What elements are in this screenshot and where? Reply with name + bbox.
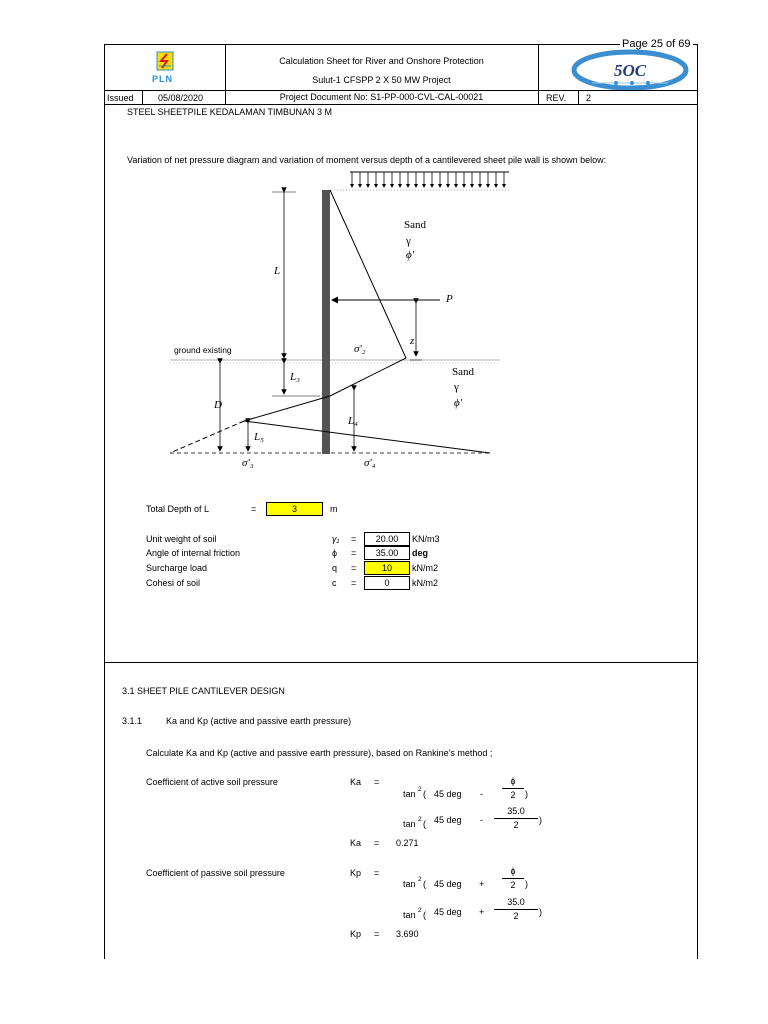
- section-31-heading: 3.1 SHEET PILE CANTILEVER DESIGN: [122, 686, 285, 696]
- doc-title-line2: Sulut-1 CFSPP 2 X 50 MW Project: [312, 75, 451, 85]
- soil-row-unit: kN/m2: [412, 563, 439, 573]
- ka-label: Coefficient of active soil pressure: [146, 777, 278, 787]
- soil-row-symbol: c: [332, 578, 337, 588]
- section-311-number: 3.1.1: [122, 716, 143, 726]
- soil-row-label: Angle of internal friction: [146, 548, 241, 558]
- soil-row-symbol: γ₁: [332, 534, 340, 544]
- kp-deg: 45 deg: [434, 879, 462, 889]
- ka-eq: =: [374, 777, 380, 787]
- sheet-pile-wall: [322, 190, 330, 454]
- ka-minus-2: -: [480, 815, 483, 825]
- kp-tan-exp: 2: [418, 876, 422, 883]
- issued-divider: [142, 90, 143, 104]
- kp-frac-bar: [502, 878, 524, 879]
- consortium-logo-text: 5OC: [614, 61, 647, 80]
- sand-bottom-label: Sand: [452, 366, 474, 378]
- ka-open-paren: (: [423, 789, 426, 799]
- ka-frac-den-2: 2: [513, 820, 519, 830]
- sand-top-label: Sand: [404, 219, 426, 231]
- label-L5: L₅: [254, 431, 264, 443]
- soil-row-label: Cohesi of soil: [146, 578, 201, 588]
- sigma3-label: σ'₃: [242, 457, 254, 469]
- ka-frac-num: ϕ: [510, 776, 516, 786]
- surcharge-load-arrows: [350, 172, 509, 188]
- ka-tan: tan: [403, 789, 416, 799]
- soil-row-eq: =: [351, 534, 357, 544]
- rev-label: REV.: [546, 93, 567, 103]
- ka-deg: 45 deg: [434, 789, 462, 799]
- kp-tan-2: tan: [403, 910, 416, 920]
- ka-frac-num-2: 35.0: [507, 806, 525, 816]
- header-bottom-border: [104, 104, 697, 105]
- total-depth-unit: m: [330, 504, 338, 514]
- label-L3: L₃: [290, 371, 300, 383]
- sigma4-label: σ'₄: [364, 457, 376, 469]
- kp-open-paren-2: (: [423, 910, 426, 920]
- pln-logo-text: PLN: [152, 74, 173, 84]
- rev-divider: [578, 90, 579, 104]
- total-depth-label: Total Depth of L: [146, 504, 210, 514]
- doc-title-line3: Project Document No: S1-PP-000-CVL-CAL-00021: [279, 92, 484, 102]
- surcharge-input[interactable]: 10: [364, 561, 410, 575]
- issued-label: Issued: [107, 93, 134, 103]
- kp-frac-num: ϕ: [510, 866, 516, 876]
- kp-fraction-numeric: [494, 897, 538, 922]
- kp-eq: =: [374, 868, 380, 878]
- ka-frac-bar-2: [494, 818, 538, 819]
- header-top-border: [104, 44, 697, 45]
- ka-tan-exp: 2: [418, 786, 422, 793]
- kp-symbol: Kp: [350, 868, 362, 878]
- total-depth-input[interactable]: 3: [266, 502, 323, 516]
- gamma-top-label: γ: [406, 235, 411, 247]
- page-right-border: [697, 44, 698, 959]
- kp-frac-den-2: 2: [513, 911, 519, 921]
- ka-frac-den: 2: [510, 790, 516, 800]
- kp-result-value: 3.690: [396, 929, 419, 939]
- kp-plus-2: +: [479, 907, 485, 917]
- unit-weight-input[interactable]: 20.00: [364, 532, 410, 546]
- page-number: Page 25 of 69: [622, 38, 691, 50]
- soil-row-eq: =: [351, 563, 357, 573]
- kp-frac-den: 2: [510, 880, 516, 890]
- doc-title-line1: Calculation Sheet for River and Onshore Protection: [279, 56, 484, 66]
- soil-row-eq: =: [351, 548, 357, 558]
- soil-row-label: Unit weight of soil: [146, 534, 217, 544]
- ka-frac-bar: [502, 788, 524, 789]
- ka-tan-2: tan: [403, 819, 416, 829]
- intro-text: Variation of net pressure diagram and variation of moment versus depth of a cantilevered sheet pile wall is shown below:: [127, 155, 607, 165]
- kp-close-paren: ): [525, 879, 528, 889]
- section-title: STEEL SHEETPILE KEDALAMAN TIMBUNAN 3 M: [127, 107, 333, 117]
- ka-fraction-numeric: [494, 806, 538, 831]
- kp-fraction-symbolic: [502, 866, 524, 891]
- ka-minus: -: [480, 789, 483, 799]
- label-L: L: [274, 265, 281, 277]
- header-mid-border: [104, 90, 697, 91]
- label-L4: L₄: [348, 415, 358, 427]
- soil-row-unit: deg: [412, 548, 429, 558]
- friction-angle-input[interactable]: 35.00: [364, 546, 410, 560]
- phi-bottom-label: ϕ': [454, 397, 463, 409]
- ka-close-paren: ): [525, 789, 528, 799]
- label-D: D: [214, 399, 222, 411]
- kp-frac-num-2: 35.0: [507, 897, 525, 907]
- kp-close-paren-2: ): [539, 907, 542, 917]
- pressure-diagram-svg: [160, 168, 520, 478]
- cohesion-input[interactable]: 0: [364, 576, 410, 590]
- kp-tan-exp-2: 2: [418, 907, 422, 914]
- ka-deg-2: 45 deg: [434, 815, 462, 825]
- ka-open-paren-2: (: [423, 819, 426, 829]
- soil-row-symbol: q: [332, 563, 338, 573]
- label-z: z: [410, 335, 415, 347]
- ka-result-symbol: Ka: [350, 838, 362, 848]
- gamma-bottom-label: γ: [454, 381, 459, 393]
- header-col2-border: [538, 44, 539, 104]
- page-left-border: [104, 44, 105, 959]
- soil-row-symbol: ϕ: [332, 548, 338, 558]
- ka-fraction-symbolic: [502, 776, 524, 801]
- total-depth-eq: =: [251, 504, 257, 514]
- section-divider: [104, 662, 697, 663]
- sigma2-label: σ'₂: [354, 343, 366, 355]
- kp-label: Coefficient of passive soil pressure: [146, 868, 285, 878]
- soil-row-unit: KN/m3: [412, 534, 440, 544]
- phi-top-label: ϕ': [406, 249, 415, 261]
- section-311-title: Ka and Kp (active and passive earth pressure): [166, 716, 352, 726]
- ka-result-eq: =: [374, 838, 380, 848]
- pln-logo: [145, 50, 185, 86]
- consortium-logo: [570, 46, 690, 90]
- kp-frac-bar-2: [494, 909, 538, 910]
- ka-close-paren-2: ): [539, 815, 542, 825]
- rev-value: 2: [586, 93, 592, 103]
- kp-deg-2: 45 deg: [434, 907, 462, 917]
- sheet-pile-diagram: [160, 168, 520, 478]
- kp-result-eq: =: [374, 929, 380, 939]
- kp-tan: tan: [403, 879, 416, 889]
- kp-plus: +: [479, 879, 485, 889]
- soil-row-unit: kN/m2: [412, 578, 439, 588]
- ka-result-value: 0.271: [396, 838, 419, 848]
- issued-date: 05/08/2020: [158, 93, 204, 103]
- label-P: P: [446, 293, 453, 305]
- rankine-calc-text: Calculate Ka and Kp (active and passive earth pressure), based on Rankine's method ;: [146, 748, 493, 758]
- soil-row-eq: =: [351, 578, 357, 588]
- ground-existing-label: ground existing: [174, 345, 232, 355]
- kp-result-symbol: Kp: [350, 929, 362, 939]
- kp-open-paren: (: [423, 879, 426, 889]
- ka-symbol: Ka: [350, 777, 362, 787]
- ka-tan-exp-2: 2: [418, 816, 422, 823]
- soil-row-label: Surcharge load: [146, 563, 208, 573]
